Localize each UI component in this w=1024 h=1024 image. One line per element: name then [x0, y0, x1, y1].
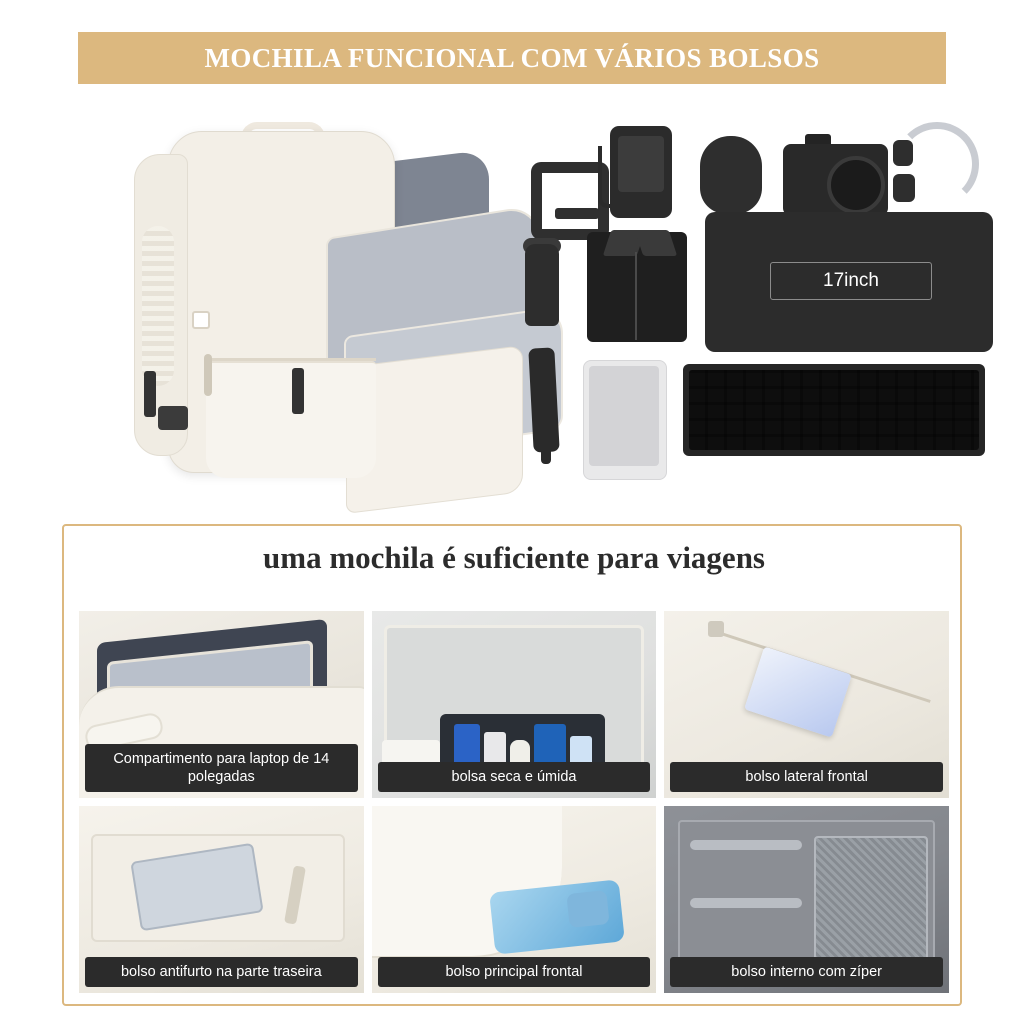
shaver-icon	[525, 244, 559, 326]
shirt-placket	[635, 252, 637, 340]
feature-cell-front-side-pocket	[664, 611, 949, 798]
feature-cell-laptop-compartment	[79, 611, 364, 798]
backpack-buckle	[158, 406, 188, 430]
features-title: uma mochila é suficiente para viagens	[263, 540, 765, 575]
backpack-illustration	[96, 106, 516, 486]
power-bank-screen	[618, 136, 664, 192]
feature-caption: Compartimento para laptop de 14 polegadas	[85, 744, 358, 792]
features-card	[62, 524, 962, 1006]
header-banner	[78, 32, 946, 84]
feature-caption: bolso interno com zíper	[670, 957, 943, 987]
backpack-strap-mesh	[142, 226, 174, 386]
features-grid	[79, 611, 949, 993]
feature-caption: bolsa seca e úmida	[378, 762, 651, 792]
laptop-size-label: 17inch	[823, 270, 879, 291]
packed-items-illustration	[515, 112, 995, 482]
card-item	[744, 646, 852, 737]
feature-caption: bolso lateral frontal	[670, 762, 943, 792]
backpack-webbing-left	[144, 371, 156, 417]
backpack-webbing-right	[292, 368, 304, 414]
page-title: MOCHILA FUNCIONAL COM VÁRIOS BOLSOS	[204, 42, 820, 73]
feature-caption: bolso antifurto na parte traseira	[85, 957, 358, 987]
laptop-size-badge	[770, 262, 932, 300]
inner-zipper-top	[690, 840, 802, 850]
charging-cable-icon	[598, 146, 618, 208]
feature-cell-front-main-pocket	[372, 806, 657, 993]
mouse-icon	[700, 136, 762, 214]
backpack-front-pocket	[206, 361, 376, 478]
zipper-slider-icon	[708, 621, 724, 637]
feature-cell-wet-dry-bag	[372, 611, 657, 798]
belt-tail-icon	[555, 208, 599, 219]
keyboard-keys	[689, 370, 979, 450]
camera-lens-icon	[827, 156, 885, 214]
headphone-cup-top	[893, 140, 913, 166]
feature-cell-anti-theft-pocket	[79, 806, 364, 993]
usb-port-icon	[192, 311, 210, 329]
backpack-zipper-pull	[204, 354, 212, 396]
headphone-cup-bottom	[893, 174, 915, 202]
smartphone-camera	[566, 890, 609, 928]
mesh-pocket	[814, 836, 928, 970]
inner-zipper-bottom	[690, 898, 802, 908]
feature-cell-inner-zipper-pocket	[664, 806, 949, 993]
feature-caption: bolso principal frontal	[378, 957, 651, 987]
hero-section	[0, 96, 1024, 496]
umbrella-icon	[528, 347, 559, 452]
umbrella-handle	[541, 442, 551, 464]
backpack-zipper-line	[208, 358, 376, 361]
tablet-screen	[589, 366, 659, 466]
